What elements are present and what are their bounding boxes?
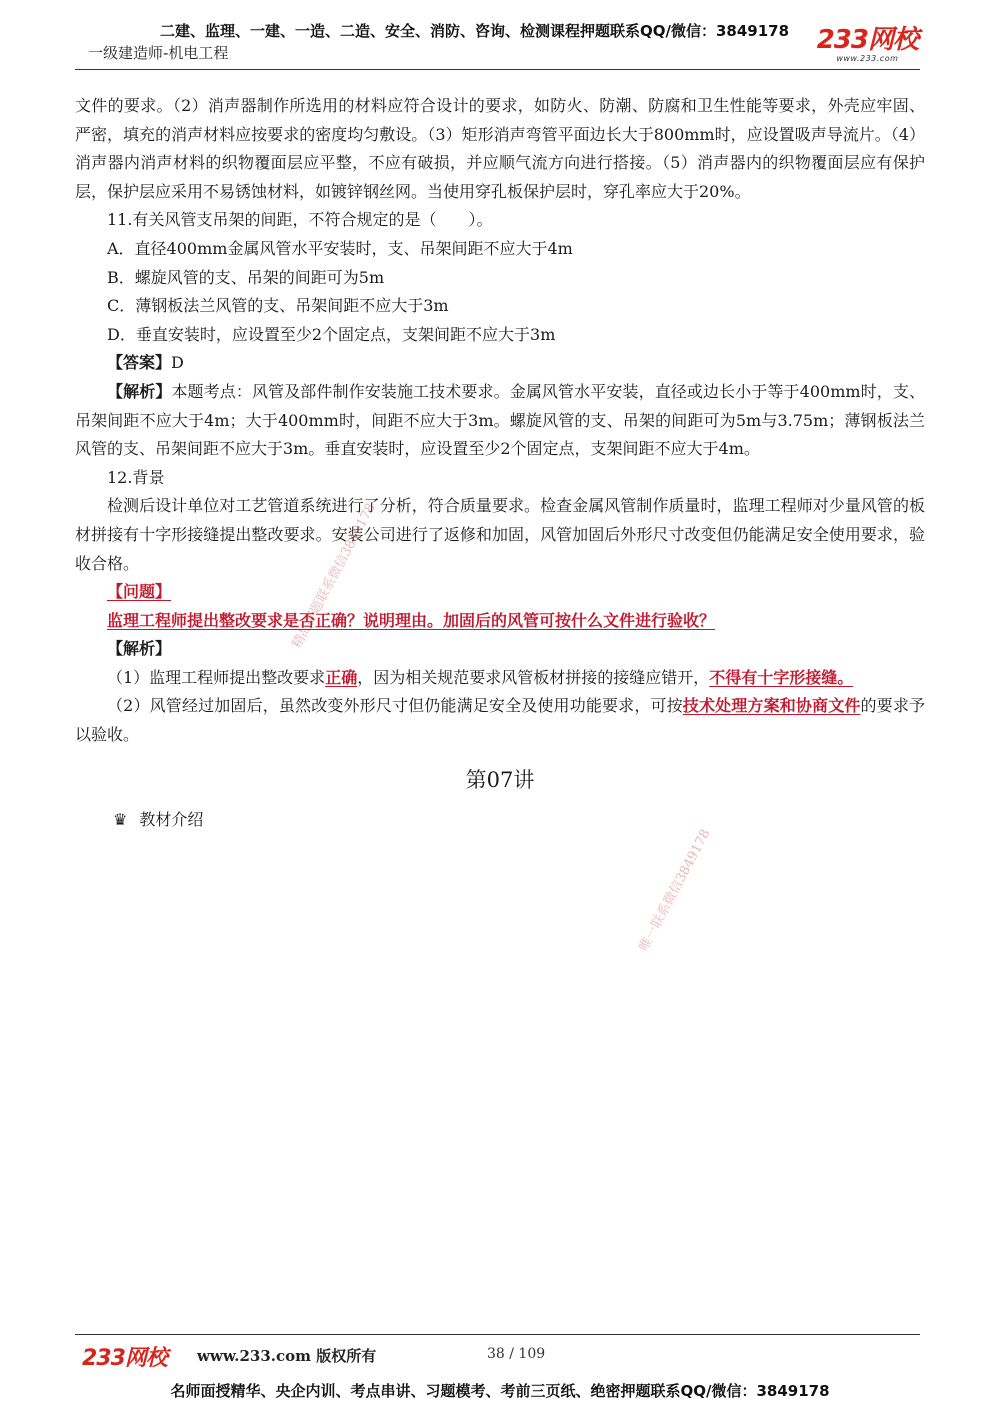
header-logo bbox=[817, 26, 918, 63]
option-c: C．薄钢板法兰风管的支、吊架间距不应大于3m bbox=[107, 296, 449, 316]
question-text: 监理工程师提出整改要求是否正确？说明理由。加固后的风管可按什么文件进行验收？ bbox=[107, 610, 716, 630]
page-number: 38 / 109 bbox=[487, 1346, 546, 1362]
watermark-1: 精品押题联系微信3849178 bbox=[289, 500, 379, 651]
header-divider bbox=[75, 69, 920, 70]
section-label: 教材介绍 bbox=[139, 810, 204, 830]
analysis-paragraph bbox=[75, 378, 925, 464]
footer-copyright: www.233.com 版权所有 bbox=[197, 1347, 377, 1365]
answer-label: 【答案】 bbox=[107, 353, 172, 373]
logo-url: www.233.com bbox=[836, 54, 899, 63]
option-b: B．螺旋风管的支、吊架的间距可为5m bbox=[107, 267, 385, 287]
option-d: D．垂直安装时，应设置至少2个固定点，支架间距不应大于3m bbox=[107, 324, 556, 344]
analysis-label: 【解析】 bbox=[107, 381, 172, 401]
analysis2-label: 【解析】 bbox=[107, 639, 172, 659]
intro-paragraph: 文件的要求。（2）消声器制作所选用的材料应符合设计的要求，如防火、防潮、防腐和卫生性能等要求，外壳应牢固、严密，填充的消声材料应按要求的密度均匀敷设。（3）矩形消声弯管平面边长大于800mm时，应设置吸声导流片。（4）消声器内消声材料的织物覆面层应平整，不应有破损，并应顺气流方向进行搭接。（5）消声器内的织物覆面层应有保护层，保护层应采用不易锈蚀材料，如镀锌钢丝网。当使用穿孔板保护层时，穿孔率应大于20%。 bbox=[75, 96, 925, 201]
answer-1-mid: ，因为相关规范要求风管板材拼接的接缝应错开， bbox=[357, 667, 710, 687]
question-11: 11.有关风管支吊架的间距，不符合规定的是（ ）。 bbox=[107, 210, 493, 230]
answer-2 bbox=[75, 692, 925, 749]
option-a: A．直径400mm金属风管水平安装时，支、吊架间距不应大于4m bbox=[107, 238, 573, 258]
answer-1 bbox=[75, 664, 925, 693]
lecture-title: 第07讲 bbox=[465, 767, 535, 792]
footer-divider bbox=[75, 1334, 920, 1335]
watermark-2: 唯一联系微信3849178 bbox=[636, 826, 714, 954]
footer-logo: 233网校 bbox=[82, 1346, 167, 1371]
question-12-title: 12.背景 bbox=[107, 467, 165, 487]
answer-1-highlight-correct: 正确 bbox=[325, 667, 358, 687]
question-label: 【问题】 bbox=[107, 582, 172, 602]
footer-promo-text: 名师面授精华、央企内训、考点串讲、习题模考、考前三页纸、绝密押题联系QQ/微信：3849178 bbox=[170, 1382, 830, 1400]
answer-1-highlight-reason: 不得有十字形接缝。 bbox=[709, 667, 854, 687]
analysis2-label-line bbox=[75, 635, 925, 664]
question-12-background: 检测后设计单位对工艺管道系统进行了分析，符合质量要求。检查金属风管制作质量时，监理工程师对少量风管的板材拼接有十字形接缝提出整改要求。安装公司进行了返修和加固，风管加固后外形尺寸改变但仍能满足安全使用要求，验收合格。 bbox=[75, 496, 925, 573]
main-content bbox=[75, 92, 925, 835]
answer-2-pre: （2）风管经过加固后，虽然改变外形尺寸但仍能满足安全及使用功能要求，可按 bbox=[107, 696, 683, 716]
answer-value: D bbox=[171, 353, 184, 373]
header-promo-text: 二建、监理、一建、一造、二造、安全、消防、咨询、检测课程押题联系QQ/微信：3849178 bbox=[160, 22, 790, 40]
crown-icon: ♛ bbox=[113, 810, 128, 830]
logo-mark: 233网校 bbox=[816, 25, 918, 55]
analysis-text: 本题考点：风管及部件制作安装施工技术要求。金属风管水平安装，直径或边长小于等于400mm时，支、吊架间距不应大于4m；大于400mm时，间距不应大于3m。螺旋风管的支、吊架的间距可为5m与3.75m；薄钢板法兰风管的支、吊架间距不应大于3m。垂直安装时，应设置至少2个固定点，支架间距不应大于4m。 bbox=[75, 381, 925, 459]
question-label-line bbox=[75, 578, 925, 607]
answer-2-post: 的要求予以验收。 bbox=[75, 696, 925, 745]
section-heading bbox=[75, 806, 925, 835]
answer-2-highlight: 技术处理方案和协商文件 bbox=[682, 696, 861, 716]
question-text-line bbox=[75, 607, 925, 636]
answer-1-pre: （1）监理工程师提出整改要求 bbox=[107, 667, 326, 687]
answer-line bbox=[75, 349, 925, 378]
header-subtitle: 一级建造师-机电工程 bbox=[88, 44, 229, 62]
